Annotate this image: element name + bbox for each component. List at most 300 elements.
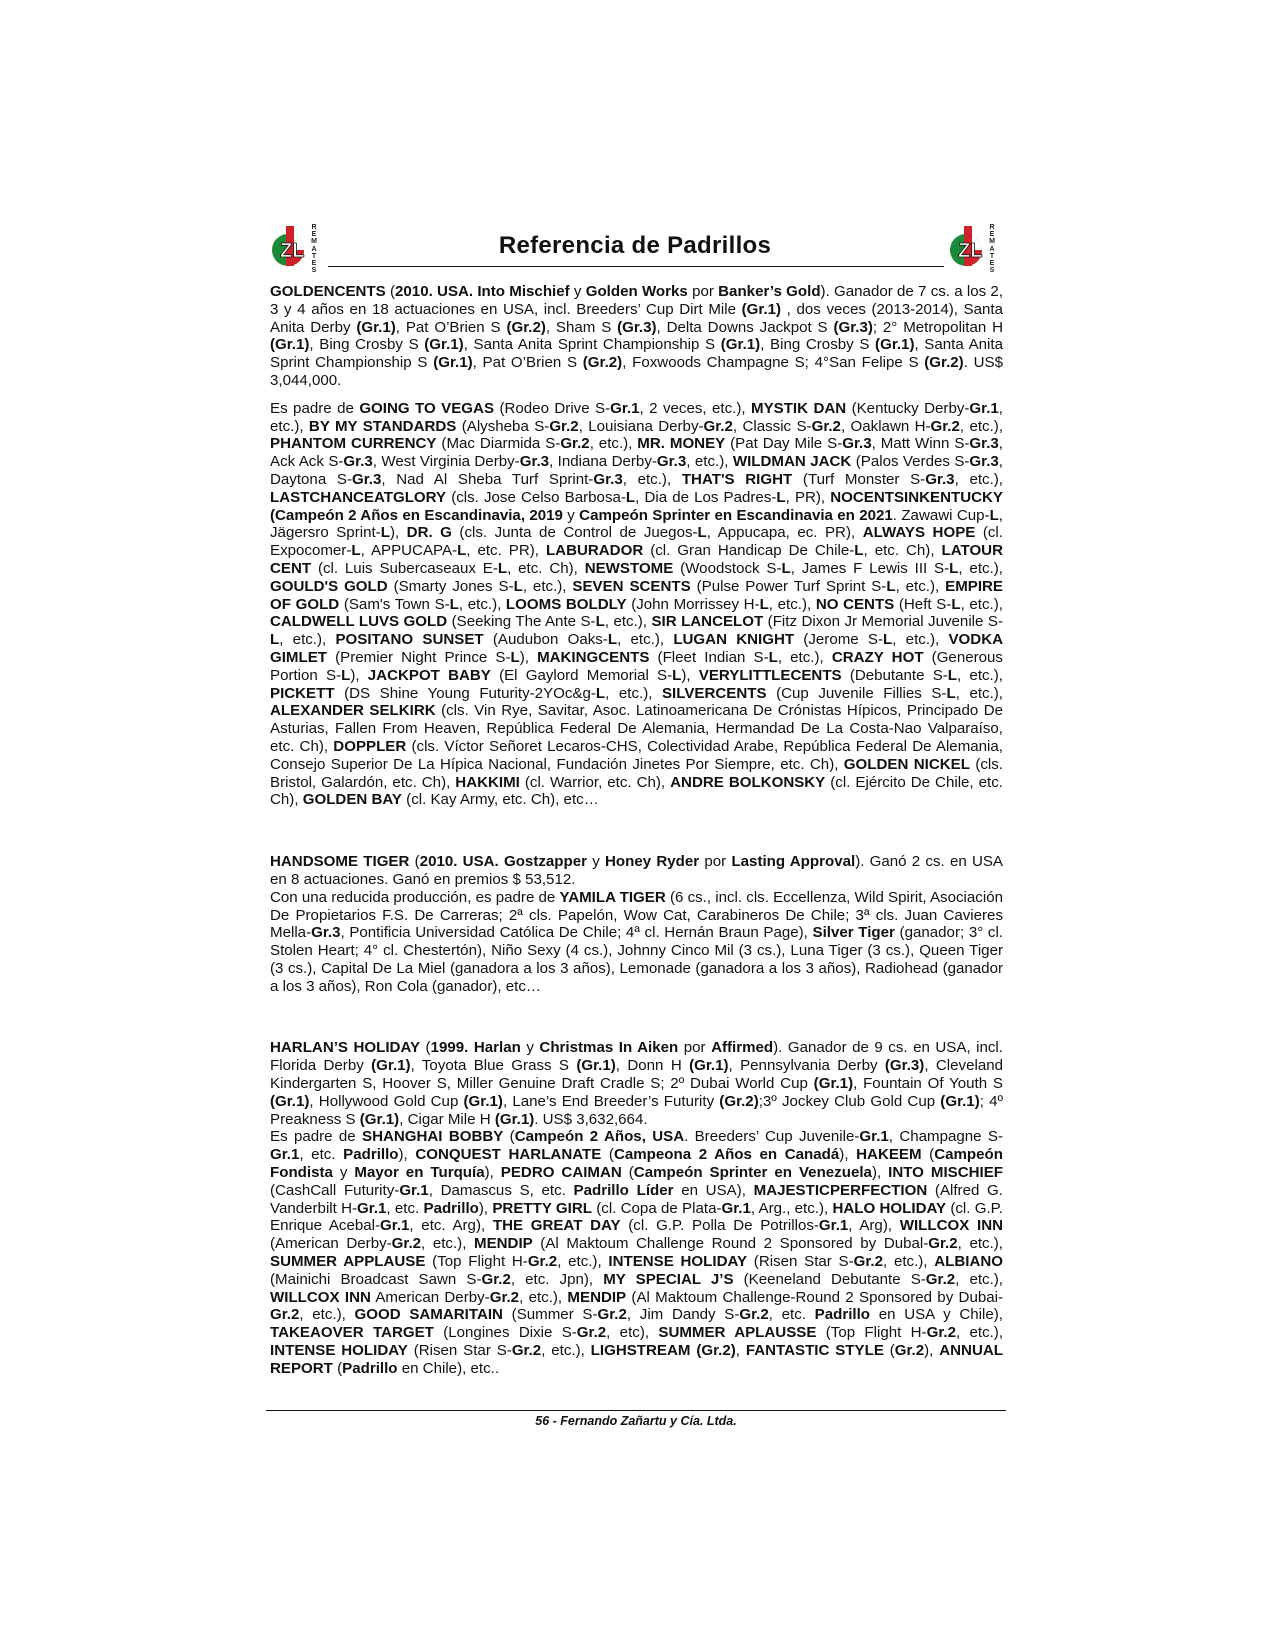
text-run: y (332, 1164, 355, 1182)
bold-text-run: MR. MONEY (637, 435, 726, 453)
text-run: ( (921, 1146, 935, 1164)
text-run: , Toyota Blue Grass S (410, 1057, 577, 1075)
text-run: (cl. Luis Subercaseaux E- (311, 559, 498, 577)
text-run: (Rodeo Drive S- (494, 399, 611, 417)
text-run: ). Ganador de 9 cs. en USA, incl. Florida Derby (270, 1039, 1003, 1075)
text-run: , etc.), (883, 1253, 935, 1271)
bold-text-run: WILDMAN JACK (732, 453, 852, 471)
bold-text-run: POSITANO SUNSET (335, 631, 484, 649)
entry-paragraph (270, 1128, 1003, 1377)
text-run: por (699, 853, 732, 871)
bold-text-run: (Gr.3) (884, 1057, 925, 1075)
text-run: , Lane’s End Breeder’s Futurity (502, 1092, 720, 1110)
text-run: (Seeking The Ante S- (447, 613, 596, 631)
bold-text-run: L (951, 595, 961, 613)
text-run: (Kentucky Derby- (846, 399, 970, 417)
bold-text-run: FANTASTIC STYLE (745, 1342, 884, 1360)
bold-text-run: Lasting Approval (731, 853, 856, 871)
bold-text-run: MENDIP (567, 1288, 627, 1306)
text-run: en USA), (673, 1181, 754, 1199)
bold-text-run: Gr.2 (930, 417, 960, 435)
bold-text-run: Gr.3 (352, 470, 382, 488)
bold-text-run: Banker’s Gold (718, 283, 821, 300)
text-run: , etc. (386, 1199, 424, 1217)
bold-text-run: GOULD'S GOLD (270, 577, 388, 595)
bold-text-run: PEDRO CAIMAN (500, 1164, 622, 1182)
text-run: ( (420, 1039, 431, 1057)
text-run: , Champagne S- (888, 1128, 1003, 1146)
bold-text-run: Gr.3 (656, 453, 687, 471)
text-run: , Dia de Los Padres- (635, 488, 777, 506)
bold-text-run: Golden Works (585, 283, 688, 300)
text-run: (ganador; 3° cl. Stolen Heart; 4° cl. Chestertón), Niño Sexy (4 cs.), Johnny Cinco Mil (3 cs.), Luna Tiger (3 cs.), Queen Tiger (3 cs.), Capital De La Miel (ganadora a los 3 años), Lemonade (ganadora a los 3 años), Radiohead (ganador a los 3 años), Ron Cola (ganador), etc… (270, 924, 1003, 995)
text-run: y (562, 506, 580, 524)
bold-text-run: Mayor en Turquía (354, 1164, 485, 1182)
text-run: , etc. Arg), (409, 1217, 493, 1235)
text-run: (Alfred G. Vanderbilt H- (270, 1181, 1003, 1217)
bold-text-run: SUMMER APPLAUSE (270, 1253, 426, 1271)
bold-text-run: VERYLITTLECENTS (698, 666, 842, 684)
text-run: , etc.), (777, 648, 832, 666)
bold-text-run: HAKEEM (856, 1146, 922, 1164)
text-run: ), (398, 1146, 416, 1164)
bold-text-run: PICKETT (270, 684, 335, 702)
text-run: (Risen Star S- (407, 1342, 512, 1360)
entry-harlans-holiday (270, 1039, 1003, 1377)
bold-text-run: THE GREAT DAY (492, 1217, 621, 1235)
bold-text-run: Gr.1 (818, 1217, 849, 1235)
bold-text-run: Gr.2 (270, 1306, 300, 1324)
bold-text-run: WILLCOX INN (270, 1288, 371, 1306)
text-run: American Derby- (370, 1288, 490, 1306)
text-run: (Premier Night Prince S- (327, 648, 511, 666)
bold-text-run: Christmas In Aiken (539, 1039, 679, 1057)
logo-right (946, 224, 1002, 275)
text-run: , PR), (785, 488, 831, 506)
text-run: , etc. Ch), (507, 559, 585, 577)
text-run: (cls. Vin Rye, Savitar, Asoc. Latinoamericana De Crónistas Hípicos, Principado De Asturias, Fallen From Heaven, República Federal De Alemania, Hermandad De La Costa-Nao Valparaíso, etc. Ch), (270, 702, 1003, 755)
bold-text-run: L (380, 524, 390, 542)
text-run: ). Ganador de 7 cs. a los 2, 3 y 4 años en 18 actuaciones en USA, incl. Breeders’ Cup Dirt Mile (270, 283, 1004, 318)
bold-text-run: ALWAYS HOPE (862, 524, 976, 542)
text-run: (American Derby- (270, 1235, 392, 1253)
text-run: , Nad Al Sheba Turf Sprint- (381, 470, 594, 488)
text-run: (Keeneland Debutante S- (733, 1270, 926, 1288)
text-run: , etc.), (959, 417, 1004, 435)
text-run: (Audubon Oaks- (483, 631, 608, 649)
entry-paragraph (270, 283, 1003, 390)
bold-text-run: VODKA GIMLET (270, 631, 1003, 666)
bold-text-run: SILVERCENTS (661, 684, 767, 702)
text-run: , etc.), (892, 631, 949, 649)
page-footer: 56 - Fernando Zañartu y Cía. Ltda. (535, 1414, 737, 1428)
bold-text-run: JACKPOT BABY (367, 666, 491, 684)
footer-divider (266, 1410, 1006, 1411)
text-run: Con una reducida producción, es padre de (270, 888, 560, 906)
text-run: y (587, 853, 606, 871)
bold-text-run: NEWSTOME (584, 559, 674, 577)
text-run: (cl. Expocomer- (270, 524, 1003, 560)
bold-text-run: ANDRE BOLKONSKY (670, 773, 826, 791)
text-run: , Santa Anita Sprint Championship S (270, 336, 1003, 372)
bold-text-run: 2010. USA. Gostzapper (419, 853, 587, 871)
text-run: , Jägersro Sprint- (270, 506, 1003, 542)
bold-text-run: LABURADOR (545, 542, 644, 560)
bold-text-run: (Gr.1) (720, 336, 761, 354)
bold-text-run: L (607, 631, 618, 649)
text-run: ( (503, 1128, 515, 1146)
bold-text-run: NO CENTS (815, 595, 895, 613)
bold-text-run: GOLDENCENTS (270, 283, 386, 300)
text-run: (Smarty Jones S- (387, 577, 514, 595)
bold-text-run: MYSTIK DAN (751, 399, 847, 417)
text-run: , Jim Dandy S- (626, 1306, 740, 1324)
text-run: (Longines Dixie S- (433, 1324, 577, 1342)
bold-text-run: CALDWELL LUVS GOLD (270, 613, 448, 631)
text-run: , etc. Ch), (863, 542, 942, 560)
text-run: , Indiana Derby- (549, 453, 657, 471)
text-run: Es padre de (270, 1128, 362, 1146)
text-run: , etc.), (957, 666, 1003, 684)
bold-text-run: TAKEAOVER TARGET (270, 1324, 434, 1342)
bold-text-run: L (449, 595, 459, 613)
bold-text-run: MY SPECIAL J’S (603, 1270, 734, 1288)
text-run: , Pat O’Brien S (472, 354, 583, 372)
bold-text-run: Gr.3 (343, 453, 373, 471)
text-run: (cl. Copa de Plata- (591, 1199, 722, 1217)
bold-text-run: L (949, 559, 959, 577)
text-run: en USA y Chile), (870, 1306, 1003, 1324)
text-run: , etc.), (895, 577, 946, 595)
bold-text-run: SUMMER APLAUSSE (658, 1324, 817, 1342)
bold-text-run: MENDIP (474, 1235, 533, 1253)
text-run: , etc.), (955, 1270, 1004, 1288)
bold-text-run: Gr.2 (926, 1324, 956, 1342)
bold-text-run: L (947, 666, 958, 684)
text-run: (Alysheba S- (456, 417, 550, 435)
bold-text-run: Gr.3 (311, 924, 341, 942)
bold-text-run: (Gr.1) (494, 1110, 535, 1128)
bold-text-run: L (513, 577, 523, 595)
text-run: , Pontificia Universidad Católica De Chile; 4ª cl. Hernán Braun Page), (340, 924, 813, 942)
text-run: , Louisiana Derby- (578, 417, 704, 435)
bold-text-run: Gr.3 (593, 470, 623, 488)
bold-text-run: Gr.3 (969, 435, 999, 453)
text-run: en Chile), etc.. (397, 1359, 500, 1377)
bold-text-run: HALO HOLIDAY (832, 1199, 947, 1217)
text-run: (Al Maktoum Challenge Round 2 Sponsored by Dubal- (532, 1235, 929, 1253)
logo-left (268, 224, 324, 275)
text-run: (cl. Warrior, etc. Ch), (519, 773, 671, 791)
text-run: (Sam's Town S- (339, 595, 450, 613)
bold-text-run: PHANTOM CURRENCY (270, 435, 437, 453)
text-run: (Pat Day Mile S- (725, 435, 843, 453)
bold-text-run: GOING TO VEGAS (359, 399, 495, 417)
text-run: , (735, 1342, 746, 1360)
text-run: , etc.), (541, 1342, 591, 1360)
text-run: (Top Flight H- (816, 1324, 927, 1342)
bold-text-run: L (759, 595, 769, 613)
text-run: ( (332, 1359, 343, 1377)
text-run: (Woodstock S- (673, 559, 782, 577)
bold-text-run: Gr.3 (969, 453, 999, 471)
zl-logo-mark (268, 224, 308, 272)
bold-text-run: ALEXANDER SELKIRK (270, 702, 436, 720)
bold-text-run: GOOD SAMARITAIN (354, 1306, 503, 1324)
text-run: (cls. Junta de Control de Juegos- (451, 524, 698, 542)
entry-paragraph (270, 1039, 1003, 1128)
text-run: , Bing Crosby S (309, 336, 425, 354)
bold-text-run: L (989, 506, 999, 524)
text-run: , etc.), (957, 1235, 1003, 1253)
bold-text-run: Gr.1 (399, 1181, 429, 1199)
bold-text-run: INTENSE HOLIDAY (608, 1253, 748, 1271)
bold-text-run: Gr.2 (576, 1324, 607, 1342)
bold-text-run: Gr.1 (859, 1128, 889, 1146)
bold-text-run: Gr.2 (560, 435, 590, 453)
text-run: (Debutante S- (841, 666, 948, 684)
text-run: (Fleet Indian S- (649, 648, 769, 666)
bold-text-run: ANNUAL REPORT (270, 1342, 1003, 1377)
bold-text-run: Padrillo (814, 1306, 871, 1324)
text-run: y (520, 1039, 540, 1057)
svg-text:ZL: ZL (958, 240, 983, 262)
bold-text-run: Gr.2 (391, 1235, 422, 1253)
text-run: , Cigar Mile H (399, 1110, 495, 1128)
text-run: , Santa Anita Sprint Championship S (463, 336, 721, 354)
text-run: , etc.), (768, 595, 816, 613)
bold-text-run: (Gr.1) (371, 1057, 411, 1075)
text-run: , etc.), (522, 577, 573, 595)
bold-text-run: INTO MISCHIEF (888, 1164, 1003, 1182)
text-run: , Damascus S, etc. (428, 1181, 574, 1199)
text-run: , Fountain Of Youth S (853, 1075, 1003, 1093)
text-run: (John Morrissey H- (626, 595, 760, 613)
text-run: , Daytona S- (270, 453, 1003, 488)
entry-paragraph (270, 400, 1003, 809)
bold-text-run: 2010. USA. Into Mischief (395, 283, 570, 300)
bold-text-run: L (341, 666, 351, 684)
bold-text-run: ALBIANO (934, 1253, 1003, 1271)
text-run: ), (924, 1342, 940, 1360)
text-run: . Breeders’ Cup Juvenile- (684, 1128, 860, 1146)
bold-text-run: (Gr.1) (270, 336, 310, 354)
bold-text-run: Gr.1 (357, 1199, 387, 1217)
bold-text-run: (Gr.1) (875, 336, 915, 354)
bold-text-run: PRETTY GIRL (492, 1199, 592, 1217)
text-run: por (678, 1039, 712, 1057)
text-run: (cl. G.P. Polla De Potrillos- (620, 1217, 819, 1235)
text-run: , Cleveland Kindergarten S, Hoover S, Miller Genuine Draft Cradle S; 2º Dubai World Cup (270, 1057, 1004, 1093)
entry-paragraph (270, 889, 1003, 996)
text-run: (cls. Jose Celso Barbosa- (446, 488, 626, 506)
bold-text-run: Gr.1 (969, 399, 999, 417)
bold-text-run: Gr.3 (925, 470, 955, 488)
bold-text-run: L (697, 524, 707, 542)
text-run: (El Gaylord Memorial S- (490, 666, 673, 684)
bold-text-run: HARLAN’S HOLIDAY (270, 1039, 421, 1057)
bold-text-run: (Gr.1) (940, 1092, 980, 1110)
text-run: ), (519, 648, 538, 666)
bold-text-run: L (883, 631, 893, 649)
bold-text-run: Campeón Fondista (270, 1146, 1003, 1182)
bold-text-run: 1999. Harlan (430, 1039, 521, 1057)
text-run: ( (409, 853, 420, 871)
bold-text-run: Gr.3 (842, 435, 872, 453)
text-run: por (687, 283, 719, 300)
text-run: , etc.), (557, 1253, 609, 1271)
text-run: (Al Maktoum Challenge-Round 2 Sponsored by Dubai- (626, 1288, 1004, 1306)
text-run: ), (484, 1164, 501, 1182)
bold-text-run: Gr.2 (527, 1253, 558, 1271)
text-run: , etc.), (617, 631, 674, 649)
text-run: (Palos Verdes S- (851, 453, 970, 471)
bold-text-run: Silver Tiger (812, 924, 895, 942)
text-run: (cl. Ejército De Chile, etc. Ch), (270, 773, 1003, 809)
text-run: , etc.), (604, 613, 652, 631)
bold-text-run: LUGAN KNIGHT (673, 631, 795, 649)
text-run: (Cup Juvenile Fillies S- (766, 684, 947, 702)
text-run: ( (385, 283, 396, 300)
text-run: ), (871, 1164, 889, 1182)
text-run: (Mainichi Broadcast Sawn S- (270, 1270, 482, 1288)
bold-text-run: (Gr.2) (582, 354, 623, 372)
text-run: y (569, 283, 586, 300)
text-run: ), (478, 1199, 493, 1217)
bold-text-run: Gr.2 (511, 1342, 542, 1360)
text-run: , etc.), (955, 1324, 1004, 1342)
text-run: (Fitz Dixon Jr Memorial Juvenile S- (763, 613, 1003, 631)
text-run: (cls. Víctor Señoret Lecaros-CHS, Colectividad Arabe, República Federal De Alemania, Consejo Superior De La Hípica Nacional, Fundación Jinetes Por Siempre, etc. Ch), (270, 737, 1003, 773)
text-run: , 2 veces, etc.), (639, 399, 751, 417)
document-body (270, 283, 1003, 1378)
text-run: , Hollywood Gold Cup (309, 1092, 464, 1110)
zl-logo-mark (946, 224, 986, 272)
text-run: ). Ganó 2 cs. en USA en 8 actuaciones. Ganó en premios $ 53,512. (270, 853, 1003, 888)
text-run: (Top Flight H- (425, 1253, 528, 1271)
bold-text-run: L (781, 559, 791, 577)
bold-text-run: WILLCOX INN (899, 1217, 1003, 1235)
text-run: , Donn H (615, 1057, 690, 1075)
bold-text-run: Gr.2 (853, 1253, 884, 1271)
text-run: , Foxwoods Champagne S; 4°San Felipe S (622, 354, 925, 372)
bold-text-run: Gr.1 (380, 1217, 410, 1235)
bold-text-run: (Gr.1) (463, 1092, 503, 1110)
text-run: ( (601, 1146, 614, 1164)
bold-text-run: Gr.2 (811, 417, 841, 435)
text-run: , dos veces (2013-2014), Santa Anita Derby (270, 300, 1003, 336)
bold-text-run: Padrillo (343, 1146, 399, 1164)
bold-text-run: Padrillo (342, 1359, 398, 1377)
bold-text-run: INTENSE HOLIDAY (270, 1342, 408, 1360)
text-run: , etc.), (686, 453, 733, 471)
text-run: (CashCall Futurity- (270, 1181, 400, 1199)
bold-text-run: (Gr.2) (924, 354, 964, 372)
bold-text-run: (Gr.1) (813, 1075, 854, 1093)
bold-text-run: L (510, 648, 520, 666)
bold-text-run: Gr.3 (519, 453, 550, 471)
text-run: (cl. G.P. Enrique Acebal- (270, 1199, 1003, 1235)
bold-text-run: Affirmed (711, 1039, 774, 1057)
bold-text-run: (Gr.1) (359, 1110, 400, 1128)
text-run: ( (621, 1164, 634, 1182)
title-divider (328, 266, 944, 267)
text-run: , Oaklawn H- (840, 417, 931, 435)
text-run: (cls. Bristol, Galardón, etc. Ch), (270, 755, 1003, 791)
text-run: ( (883, 1342, 895, 1360)
bold-text-run: (Gr.2) (506, 318, 546, 336)
text-run: , Matt Winn S- (871, 435, 970, 453)
bold-text-run: LIGHSTREAM (Gr.2) (590, 1342, 736, 1360)
bold-text-run: SEVEN SCENTS (572, 577, 691, 595)
bold-text-run: Honey Ryder (605, 853, 700, 871)
text-run: ;3º Jockey Club Gold Cup (758, 1092, 941, 1110)
bold-text-run: Padrillo (423, 1199, 479, 1217)
text-run: , etc.), (519, 1288, 568, 1306)
text-run: (Summer S- (502, 1306, 598, 1324)
bold-text-run: L (776, 488, 786, 506)
bold-text-run: (Gr.1) (356, 318, 396, 336)
text-run: , etc), (606, 1324, 659, 1342)
text-run: . US$ 3,632,664. (534, 1110, 648, 1128)
bold-text-run: L (351, 542, 361, 560)
text-run: (Risen Star S- (747, 1253, 854, 1271)
bold-text-run: Campeón 2 Años, USA (514, 1128, 685, 1146)
text-run: . Zawawi Cup- (892, 506, 990, 524)
text-run: (cl. Gran Handicap De Chile- (643, 542, 855, 560)
bold-text-run: Gr.2 (549, 417, 579, 435)
bold-text-run: (Gr.1) (270, 1092, 310, 1110)
logo-side-text: R E M A T E S (989, 224, 995, 275)
bold-text-run: GOLDEN BAY (302, 791, 402, 809)
text-run: ; 2° Metropolitan H (872, 318, 1004, 336)
text-run: , Arg., etc.), (750, 1199, 833, 1217)
bold-text-run: Gr.2 (597, 1306, 627, 1324)
logo-side-text: R E M A T E S (311, 224, 317, 275)
text-run: (Heft S- (894, 595, 952, 613)
bold-text-run: LASTCHANCEATGLORY (270, 488, 447, 506)
text-run: , etc. Jpn), (510, 1270, 604, 1288)
text-run: , APPUCAPA- (360, 542, 458, 560)
bold-text-run: Gr.1 (610, 399, 640, 417)
text-run: , Classic S- (732, 417, 812, 435)
bold-text-run: Gr.2 (739, 1306, 769, 1324)
text-run: , etc.), (958, 559, 1003, 577)
bold-text-run: (Gr.1) (741, 300, 782, 318)
svg-text:ZL: ZL (280, 240, 305, 262)
text-run: ), (681, 666, 699, 684)
text-run: , Arg), (848, 1217, 900, 1235)
bold-text-run: Gr.1 (721, 1199, 751, 1217)
bold-text-run: Gr.2 (489, 1288, 520, 1306)
text-run: , etc.), (589, 435, 638, 453)
text-run: , etc.), (960, 595, 1003, 613)
text-run: , etc.), (622, 470, 682, 488)
bold-text-run: HANDSOME TIGER (270, 853, 410, 871)
bold-text-run: HAKKIMI (455, 773, 520, 791)
bold-text-run: (Gr.3) (833, 318, 873, 336)
text-run: , etc.), (279, 631, 336, 649)
bold-text-run: Gr.2 (703, 417, 733, 435)
bold-text-run: (Gr.1) (689, 1057, 729, 1075)
text-run: , etc. (299, 1146, 344, 1164)
bold-text-run: SHANGHAI BOBBY (362, 1128, 504, 1146)
text-run: , James F Lewis III S- (790, 559, 950, 577)
bold-text-run: Campeón Sprinter en Venezuela (633, 1164, 872, 1182)
bold-text-run: MAKINGCENTS (537, 648, 650, 666)
bold-text-run: L (595, 684, 606, 702)
bold-text-run: Campeón Sprinter en Escandinavia en 2021 (579, 506, 893, 524)
